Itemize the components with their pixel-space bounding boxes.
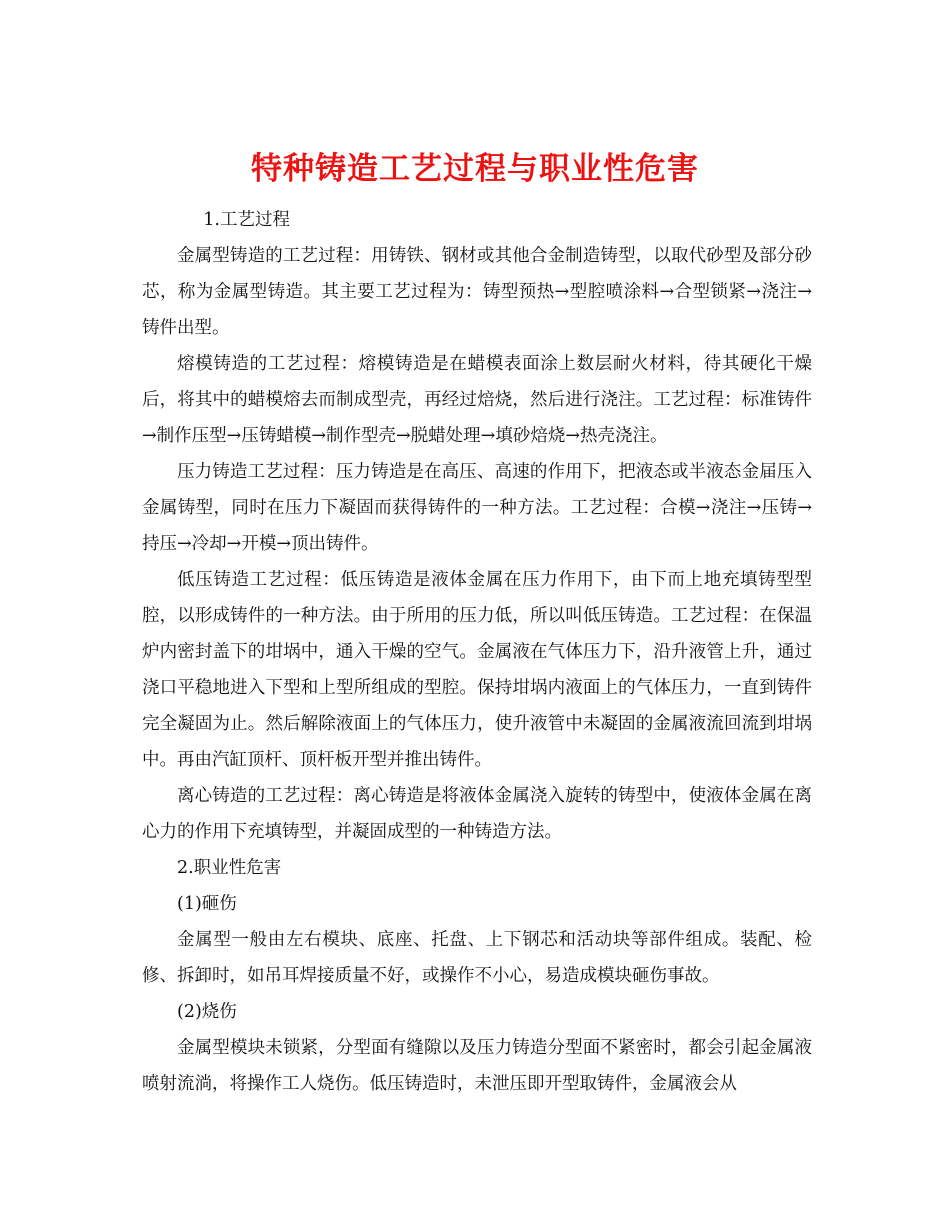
paragraph-centrifugal-casting: 离心铸造的工艺过程：离心铸造是将液体金属浇入旋转的铸型中，使液体金属在离心力的作用下充填铸型，并凝固成型的一种铸造方法。: [142, 786, 812, 842]
paragraph-investment-casting: 熔模铸造的工艺过程：熔模铸造是在蜡模表面涂上数层耐火材料，待其硬化干燥后，将其中的蜡模熔去而制成型壳，再经过焙烧，然后进行浇注。工艺过程：标准铸件→制作压型→压铸蜡模→制作型壳→脱蜡处理→填砂焙烧→热壳浇注。: [142, 354, 812, 446]
subheading-crush-injury: (1)砸伤: [177, 894, 237, 914]
subheading-burn-injury: (2)烧伤: [177, 1002, 237, 1022]
section-heading-hazards: 2.职业性危害: [177, 858, 282, 878]
paragraph-burn-injury: 金属型模块未锁紧，分型面有缝隙以及压力铸造分型面不紧密时，都会引起金属液喷射流淌，将操作工人烧伤。低压铸造时，未泄压即开型取铸件，金属液会从: [142, 1038, 812, 1094]
section-heading-process: 1.工艺过程: [203, 210, 290, 230]
document-body: [142, 202, 812, 1102]
paragraph-metal-mold-casting: 金属型铸造的工艺过程：用铸铁、钢材或其他合金制造铸型，以取代砂型及部分砂芯，称为金属型铸造。其主要工艺过程为：铸型预热→型腔喷涂料→合型锁紧→浇注→铸件出型。: [142, 246, 812, 338]
paragraph-low-pressure-casting: 低压铸造工艺过程：低压铸造是液体金属在压力作用下，由下而上地充填铸型型腔，以形成铸件的一种方法。由于所用的压力低，所以叫低压铸造。工艺过程：在保温炉内密封盖下的坩埚中，通入干燥的空气。金属液在气体压力下，沿升液管上升，通过浇口平稳地进入下型和上型所组成的型腔。保持坩埚内液面上的气体压力，一直到铸件完全凝固为止。然后解除液面上的气体压力，使升液管中未凝固的金属液流回流到坩埚中。再由汽缸顶杆、顶杆板开型并推出铸件。: [142, 570, 812, 770]
paragraph-pressure-casting: 压力铸造工艺过程：压力铸造是在高压、高速的作用下，把液态或半液态金届压入金属铸型，同时在压力下凝固而获得铸件的一种方法。工艺过程：合模→浇注→压铸→持压→冷却→开模→顶出铸件。: [142, 462, 812, 554]
paragraph-crush-injury: 金属型一般由左右模块、底座、托盘、上下钢芯和活动块等部件组成。装配、检修、拆卸时，如吊耳焊接质量不好，或操作不小心，易造成模块砸伤事故。: [142, 930, 812, 986]
page-title: 特种铸造工艺过程与职业性危害: [251, 150, 699, 187]
